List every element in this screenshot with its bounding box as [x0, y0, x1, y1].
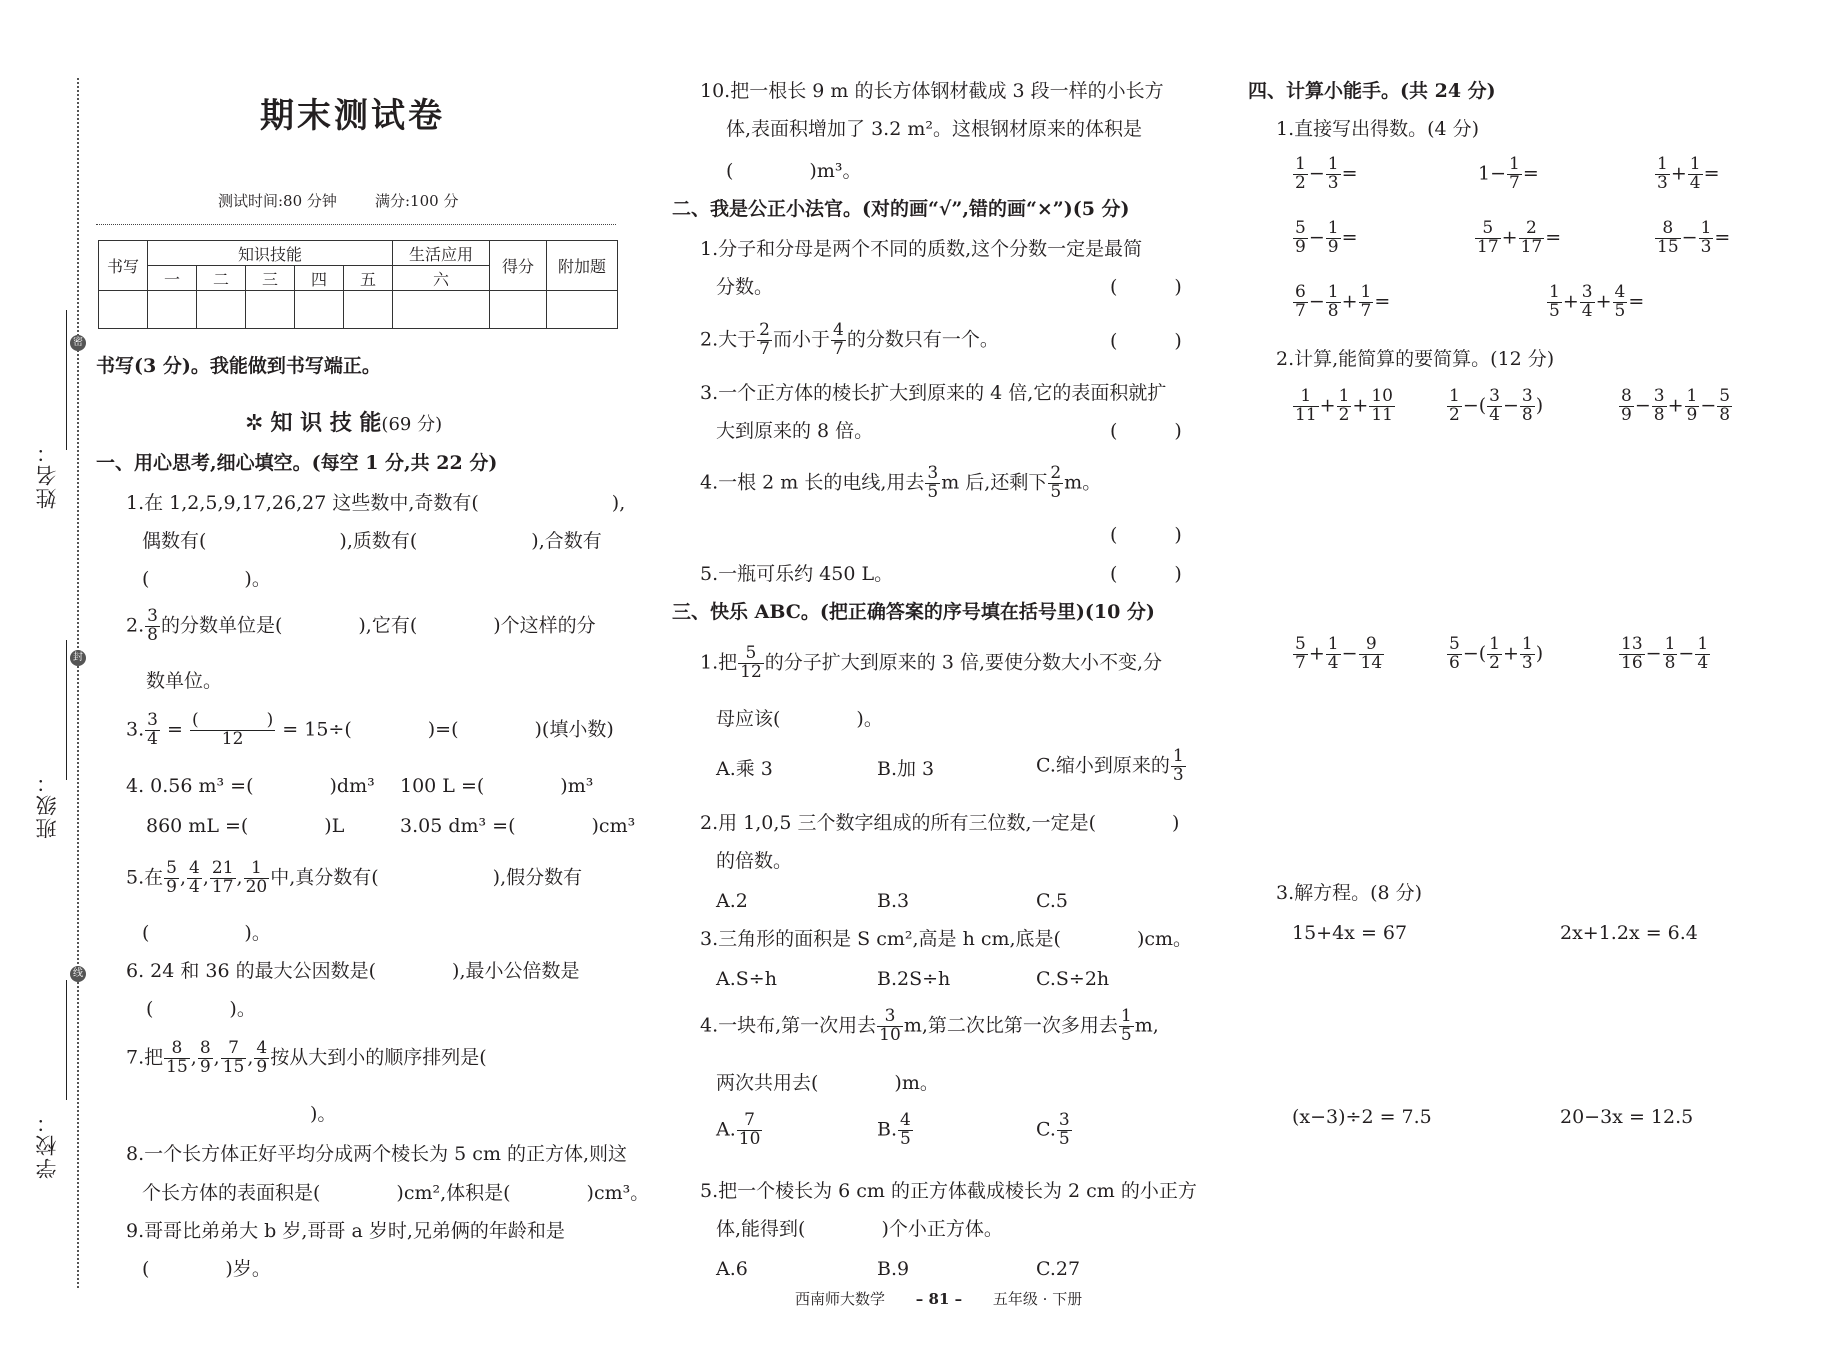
tf2-b: 而小于: [772, 328, 830, 351]
skills-heading: [245, 410, 442, 437]
mc1-opt-c-label: C.缩小到原来的: [1036, 754, 1170, 777]
mc4-opt-a[interactable]: [716, 1112, 763, 1149]
mc4-line1: [700, 1008, 1159, 1045]
mc1-b: 的分子扩大到原来的 3 倍,要使分数大小不变,分: [764, 651, 1163, 674]
seal-mi: 密: [70, 335, 86, 351]
mc5-line2: 体,能得到( )个小正方体。: [716, 1218, 1003, 1240]
q5-line1: 5.在 $\frac{5}{9}$ , $\frac{4}{4}$ , $\frac{21}{17}$ , $\frac{1}{20}$ 中,真分数有( ),假分数有: [126, 858, 583, 897]
tf4-answer[interactable]: ( ): [1110, 524, 1182, 546]
tf4-line: [700, 465, 1101, 502]
mc3-opt-c[interactable]: C.S÷2h: [1036, 968, 1110, 990]
name-line: [66, 310, 67, 450]
fraction: $\frac{3}{8}$: [147, 606, 158, 645]
calc-7: $\frac{6}{7}$ − $\frac{1}{8}$ + $\frac{1}{7}$ =: [1295, 282, 1391, 321]
mc5-opt-a[interactable]: A.6: [716, 1258, 748, 1280]
tf3-line2: 大到原来的 8 倍。: [716, 420, 874, 442]
fraction: $\frac{2}{7}$: [759, 320, 770, 359]
th-5: 五: [344, 266, 393, 291]
th-writing: 书写: [99, 241, 148, 291]
calc-8: $\frac{1}{5}$ + $\frac{3}{4}$ + $\frac{4}{5}$ =: [1549, 282, 1645, 321]
equation-2: 2x+1.2x = 6.4: [1560, 922, 1698, 944]
fraction: $\frac{8}{9}$: [199, 1038, 211, 1077]
equation-3: (x−3)÷2 = 7.5: [1292, 1106, 1432, 1128]
q2-line1: [126, 608, 596, 645]
q4-c: 860 mL =( )L: [146, 815, 345, 837]
q5-text: 中,真分数有( ),假分数有: [270, 866, 583, 889]
q9-line1: 9.哥哥比弟弟大 b 岁,哥哥 a 岁时,兄弟俩的年龄和是: [126, 1220, 565, 1242]
section-4-title: 四、计算小能手。(共 24 分): [1248, 80, 1496, 102]
th-2: 二: [197, 266, 246, 291]
simplify-5: $\frac{5}{6}$ −( $\frac{1}{2}$ + $\frac{1}{3}$ ): [1449, 634, 1544, 673]
th-extra: 附加题: [547, 241, 618, 291]
footer-right: 五年级 · 下册: [992, 1290, 1083, 1308]
q8-line1: 8.一个长方体正好平均分成两个棱长为 5 cm 的正方体,则这: [126, 1143, 628, 1165]
tf1-line1: 1.分子和分母是两个不同的质数,这个分数一定是最简: [700, 238, 1143, 260]
part2-title: 2.计算,能简算的要简算。(12 分): [1276, 348, 1555, 370]
fraction: $\frac{3}{5}$: [1058, 1110, 1070, 1149]
full-score: 满分:100 分: [375, 192, 459, 210]
mc2-line2: 的倍数。: [716, 850, 793, 872]
fraction: $\frac{1}{5}$: [1120, 1006, 1132, 1045]
q4-b: 100 L =( )m³: [400, 775, 594, 797]
q9-line2: ( )岁。: [142, 1258, 271, 1280]
fraction: $\frac{8}{15}$: [166, 1038, 188, 1077]
equation-1: 15+4x = 67: [1292, 922, 1408, 944]
footer-left: 西南师大数学: [795, 1290, 886, 1308]
fraction: $\frac{4}{7}$: [832, 320, 844, 359]
th-life: 生活应用: [393, 241, 490, 266]
tf4-b: m 后,还剩下: [941, 471, 1048, 494]
class-label: 班级：: [35, 770, 59, 839]
mc5-opt-c[interactable]: C.27: [1036, 1258, 1081, 1280]
score-cell[interactable]: [393, 291, 490, 329]
mc4-opt-c[interactable]: [1036, 1112, 1073, 1149]
q1-line2: 偶数有( ),质数有( ),合数有: [142, 530, 602, 552]
q1-line1: 1.在 1,2,5,9,17,26,27 这些数中,奇数有( ),: [126, 492, 626, 514]
th-1: 一: [148, 266, 197, 291]
mc1-opt-a[interactable]: A.乘 3: [716, 758, 773, 780]
q4-d: 3.05 dm³ =( )cm³: [400, 815, 636, 837]
tf4-c: m。: [1064, 471, 1102, 494]
calc-1: $\frac{1}{2}$ − $\frac{1}{3}$ =: [1295, 154, 1358, 193]
score-cell[interactable]: [490, 291, 547, 329]
mc5-opt-b[interactable]: B.9: [877, 1258, 910, 1280]
tf3-line1: 3.一个正方体的棱长扩大到原来的 4 倍,它的表面积就扩: [700, 382, 1167, 404]
test-time: 测试时间:80 分钟: [218, 192, 337, 210]
school-line: [66, 980, 67, 1100]
th-6: 六: [393, 266, 490, 291]
tf1-line2: 分数。: [716, 276, 774, 298]
simplify-1: $\frac{1}{11}$ + $\frac{1}{2}$ + $\frac{10}{11}$: [1295, 386, 1393, 425]
fraction: $\frac{3}{10}$: [879, 1006, 901, 1045]
tf5-line: 5.一瓶可乐约 450 L。: [700, 563, 894, 585]
tf3-answer[interactable]: ( ): [1110, 420, 1182, 442]
page-title: 期末测试卷: [260, 96, 445, 136]
q3-line: 3. $\frac{3}{4}$ = $\frac{( )}{12}$ = 15÷( )=( )(填小数): [126, 710, 614, 749]
page-footer: [795, 1288, 1082, 1309]
q8-line2: 个长方体的表面积是( )cm²,体积是( )cm³。: [142, 1182, 650, 1204]
q6-line1: 6. 24 和 36 的最大公因数是( ),最小公倍数是: [126, 960, 580, 982]
seal-xian: 线: [70, 966, 86, 982]
q3-num: 3.: [126, 718, 145, 741]
th-skills: 知识技能: [148, 241, 393, 266]
simplify-2: $\frac{1}{2}$ −( $\frac{3}{4}$ − $\frac{3}{8}$ ): [1449, 386, 1544, 425]
mc1-opt-c[interactable]: [1036, 748, 1187, 785]
mc1-a: 1.把: [700, 651, 738, 674]
writing-note: 书写(3 分)。我能做到书写端正。: [96, 355, 381, 377]
score-cell[interactable]: [547, 291, 618, 329]
q6-line2: ( )。: [146, 998, 256, 1020]
section-1-title: 一、用心思考,细心填空。(每空 1 分,共 22 分): [96, 452, 498, 474]
q5-num: 5.在: [126, 866, 164, 889]
score-cell[interactable]: [148, 291, 197, 329]
mc3-line: 3.三角形的面积是 S cm²,高是 h cm,底是( )cm。: [700, 928, 1193, 950]
score-cell[interactable]: [246, 291, 295, 329]
mc4-opt-c-label: C.: [1036, 1118, 1056, 1141]
mc3-opt-b[interactable]: B.2S÷h: [877, 968, 951, 990]
section-3-title: 三、快乐 ABC。(把正确答案的序号填在括号里)(10 分): [672, 601, 1155, 623]
tf5-answer[interactable]: ( ): [1110, 563, 1182, 585]
calc-6: $\frac{8}{15}$ − $\frac{1}{3}$ =: [1657, 218, 1731, 257]
q10-line3: ( )m³。: [726, 160, 862, 182]
fraction: $\frac{4}{4}$: [189, 858, 200, 897]
star-icon: ✲: [245, 411, 264, 436]
q1-line3: ( )。: [142, 568, 271, 590]
score-cell[interactable]: [197, 291, 246, 329]
mc4-line2: 两次共用去( )m。: [716, 1072, 939, 1094]
fraction: $\frac{5}{12}$: [740, 643, 762, 682]
q10-line1: 10.把一根长 9 m 的长方体钢材截成 3 段一样的小长方: [700, 80, 1164, 102]
part3-title: 3.解方程。(8 分): [1276, 882, 1423, 904]
seal-feng: 封: [70, 650, 86, 666]
calc-2: 1− $\frac{1}{7}$ =: [1478, 154, 1539, 193]
score-table: [98, 240, 618, 329]
simplify-4: $\frac{5}{7}$ + $\frac{1}{4}$ − $\frac{9}{14}$: [1295, 634, 1383, 673]
equation-4: 20−3x = 12.5: [1560, 1106, 1694, 1128]
q7-text: 按从大到小的顺序排列是(: [270, 1046, 487, 1069]
fraction: $\frac{3}{5}$: [927, 463, 939, 502]
cut-line: [77, 78, 79, 1288]
th-score: 得分: [490, 241, 547, 291]
q3-text: = 15÷( )=( )(填小数): [282, 718, 614, 741]
q2-text: 的分数单位是( ),它有( )个这样的分: [160, 614, 596, 637]
mc1-line2: 母应该( )。: [716, 708, 883, 730]
skills-label: 知 识 技 能: [270, 410, 382, 436]
score-cell[interactable]: [99, 291, 148, 329]
mc4-opt-b-label: B.: [877, 1118, 898, 1141]
tf2-line: [700, 322, 999, 359]
fraction: $\frac{4}{9}$: [256, 1038, 268, 1077]
mc4-opt-a-label: A.: [716, 1118, 736, 1141]
mc2-line1: 2.用 1,0,5 三个数字组成的所有三位数,一定是( ): [700, 812, 1180, 834]
th-3: 三: [246, 266, 295, 291]
q4-a: 4. 0.56 m³ =( )dm³: [126, 775, 375, 797]
q2-line2: 数单位。: [146, 670, 223, 692]
q2-num: 2.: [126, 614, 145, 637]
mc4-opt-b[interactable]: [877, 1112, 914, 1149]
fraction: $\frac{2}{5}$: [1050, 463, 1062, 502]
tf2-answer[interactable]: ( ): [1110, 330, 1182, 352]
q7-line1: 7.把 $\frac{8}{15}$ , $\frac{8}{9}$ , $\frac{7}{15}$ , $\frac{4}{9}$ 按从大到小的顺序排列是(: [126, 1038, 487, 1077]
fraction: $\frac{1}{3}$: [1172, 746, 1184, 785]
part1-title: 1.直接写出得数。(4 分): [1276, 118, 1480, 140]
score-cell[interactable]: [295, 291, 344, 329]
fraction: $\frac{3}{4}$: [147, 710, 158, 749]
mc1-opt-b[interactable]: B.加 3: [877, 758, 935, 780]
th-4: 四: [295, 266, 344, 291]
q7-line2: )。: [310, 1103, 337, 1125]
divider: [96, 224, 616, 225]
name-label: 姓名：: [35, 440, 59, 509]
class-line: [66, 640, 67, 780]
fraction: $\frac{7}{10}$: [738, 1110, 761, 1149]
mc1-line1: [700, 645, 1162, 682]
calc-4: $\frac{5}{9}$ − $\frac{1}{9}$ =: [1295, 218, 1358, 257]
mc4-a: 4.一块布,第一次用去: [700, 1014, 877, 1037]
simplify-6: $\frac{13}{16}$ − $\frac{1}{8}$ − $\frac{1}{4}$: [1621, 634, 1709, 673]
mc2-opt-c[interactable]: C.5: [1036, 890, 1068, 912]
fraction: $\frac{1}{20}$: [245, 858, 268, 897]
section-2-title: 二、我是公正小法官。(对的画“√”,错的画“×”)(5 分): [672, 198, 1130, 220]
mc3-opt-a[interactable]: A.S÷h: [716, 968, 777, 990]
tf2-a: 2.大于: [700, 328, 757, 351]
binding-margin: [18, 0, 64, 1347]
q10-line2: 体,表面积增加了 3.2 m²。这根钢材原来的体积是: [726, 118, 1142, 140]
mc2-opt-b[interactable]: B.3: [877, 890, 910, 912]
fraction: $\frac{7}{15}$: [222, 1038, 245, 1077]
simplify-3: $\frac{8}{9}$ − $\frac{3}{8}$ + $\frac{1}{9}$ − $\frac{5}{8}$: [1621, 386, 1731, 425]
fraction-blank: $\frac{( )}{12}$: [191, 710, 274, 749]
page-number: – 81 –: [915, 1290, 963, 1308]
score-cell[interactable]: [344, 291, 393, 329]
skills-points: (69 分): [381, 414, 443, 435]
q7-num: 7.把: [126, 1046, 164, 1069]
fraction: $\frac{5}{9}$: [166, 858, 177, 897]
tf1-answer[interactable]: ( ): [1110, 276, 1182, 298]
tf4-a: 4.一根 2 m 长的电线,用去: [700, 471, 925, 494]
q5-line2: ( )。: [142, 922, 271, 944]
mc4-c: m,: [1134, 1014, 1159, 1037]
school-label: 学校：: [35, 1110, 59, 1179]
calc-5: $\frac{5}{17}$ + $\frac{2}{17}$ =: [1477, 218, 1562, 257]
mc5-line1: 5.把一个棱长为 6 cm 的正方体截成棱长为 2 cm 的小正方: [700, 1180, 1197, 1202]
fraction: $\frac{4}{5}$: [900, 1110, 911, 1149]
mc2-opt-a[interactable]: A.2: [716, 890, 748, 912]
fraction: $\frac{21}{17}$: [211, 858, 234, 897]
calc-3: $\frac{1}{3}$ + $\frac{1}{4}$ =: [1657, 154, 1720, 193]
tf2-c: 的分数只有一个。: [846, 328, 999, 351]
mc4-b: m,第二次比第一次多用去: [903, 1014, 1118, 1037]
